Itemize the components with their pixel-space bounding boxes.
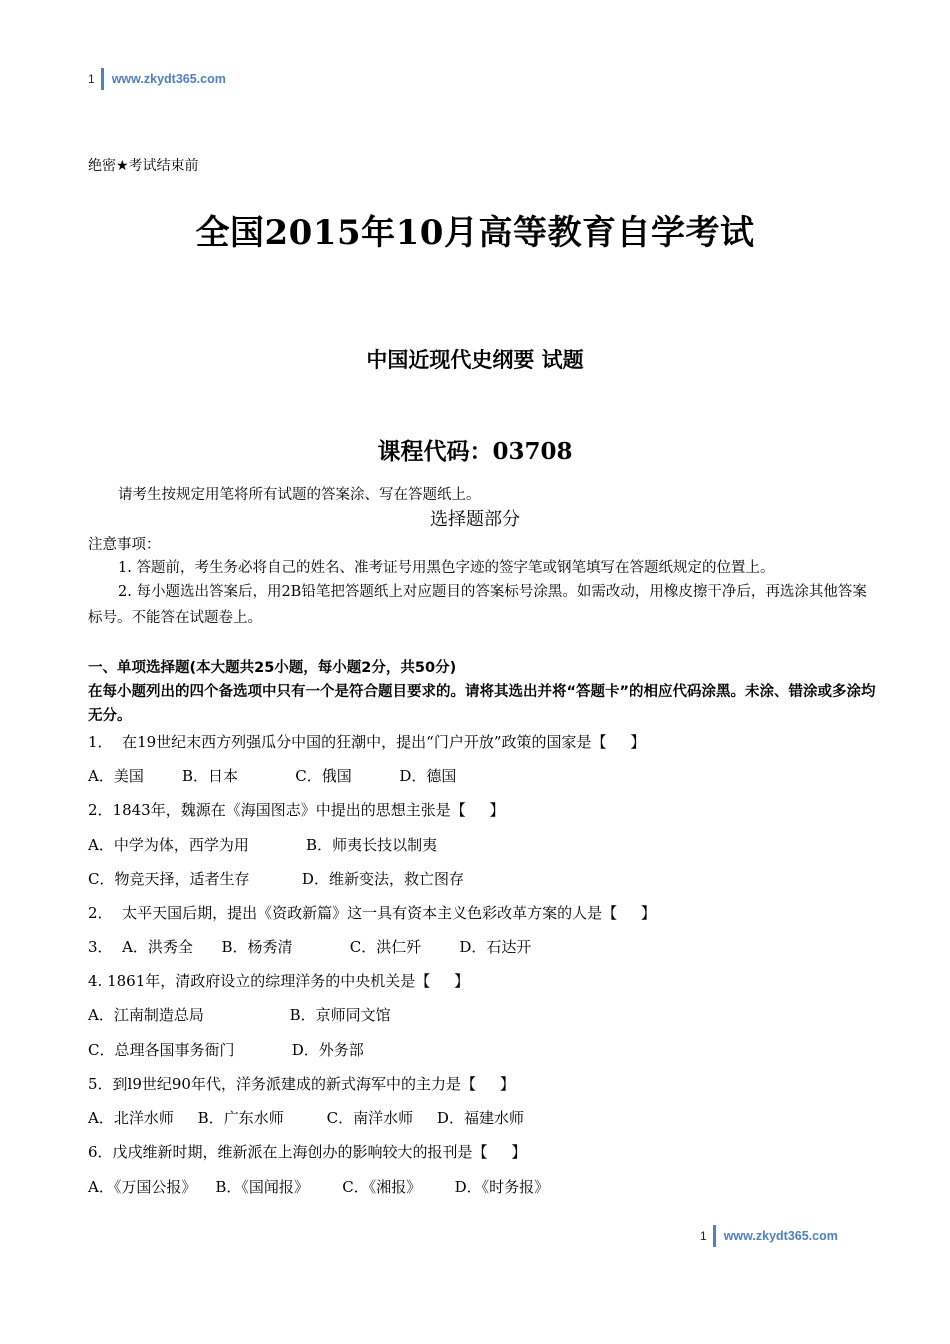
- answer-options: A．《万国公报》 B．《国闻报》 C．《湘报》 D．《时务报》: [88, 1178, 550, 1196]
- notes-title: 注意事项：: [88, 537, 161, 553]
- note-item: 1. 答题前，考生务必将自己的姓名、准考证号用黑色字迹的签字笔或钢笔填写在答题纸规定的位置上。: [118, 560, 775, 576]
- question-line: 2． 太平天国后期，提出《资政新篇》这一具有资本主义色彩改革方案的人是【 】: [88, 904, 656, 922]
- question-line: 2．1843年，魏源在《海国图志》中提出的思想主张是【 】: [88, 801, 505, 819]
- answer-options: A．中学为体，西学为用 B．师夷长技以制夷: [88, 836, 438, 854]
- footer-page-number: 1: [700, 1229, 707, 1243]
- answer-options: C．物竞天择，适者生存 D．维新变法，救亡图存: [88, 870, 464, 888]
- header-url[interactable]: www.zkydt365.com: [111, 72, 226, 86]
- page-header: [88, 67, 226, 91]
- footer-divider: [713, 1225, 716, 1247]
- course-code: 课程代码：03708: [377, 438, 573, 465]
- section-description: 在每小题列出的四个备选项中只有一个是符合题目要求的。请将其选出并将“答题卡”的相应代码涂黑。未涂、错涂或多涂均无分。: [88, 684, 876, 724]
- subject-title: 中国近现代史纲要 试题: [366, 348, 584, 372]
- question-line: 4. 1861年，清政府设立的综理洋务的中央机关是【 】: [88, 972, 470, 990]
- answer-options: C．总理各国事务衙门 D．外务部: [88, 1041, 364, 1059]
- page-footer: [700, 1224, 838, 1248]
- question-line: 5．到l9世纪90年代，洋务派建成的新式海军中的主力是【 】: [88, 1075, 515, 1093]
- question-line: 6．戊戌维新时期，维新派在上海创办的影响较大的报刊是【 】: [88, 1143, 527, 1161]
- header-page-number: 1: [88, 72, 95, 86]
- answer-options: A．美国 B．日本 C．俄国 D．德国: [88, 767, 457, 785]
- note-item: 2. 每小题选出答案后，用2B铅笔把答题纸上对应题目的答案标号涂黑。如需改动，用橡皮擦干净后，再选涂其他答案标号。不能答在试题卷上。: [88, 584, 867, 626]
- secret-label: 绝密★考试结束前: [88, 158, 199, 174]
- exam-title: 全国2015年10月高等教育自学考试: [195, 213, 755, 253]
- instruction-text: 请考生按规定用笔将所有试题的答案涂、写在答题纸上。: [118, 487, 481, 503]
- answer-options: A．江南制造总局 B．京师同文馆: [88, 1006, 391, 1024]
- answer-options: A．北洋水师 B．广东水师 C．南洋水师 D．福建水师: [88, 1109, 524, 1127]
- footer-url[interactable]: www.zkydt365.com: [723, 1229, 838, 1243]
- part-title: 选择题部分: [430, 509, 520, 530]
- header-divider: [101, 68, 104, 90]
- section-heading: 一、单项选择题(本大题共25小题，每小题2分，共50分): [88, 660, 457, 676]
- answer-options: 3． A．洪秀全 B．杨秀清 C．洪仁歼 D．石达开: [88, 938, 532, 956]
- question-line: 1． 在19世纪末西方列强瓜分中国的狂潮中，提出“门户开放”政策的国家是【 】: [88, 733, 646, 751]
